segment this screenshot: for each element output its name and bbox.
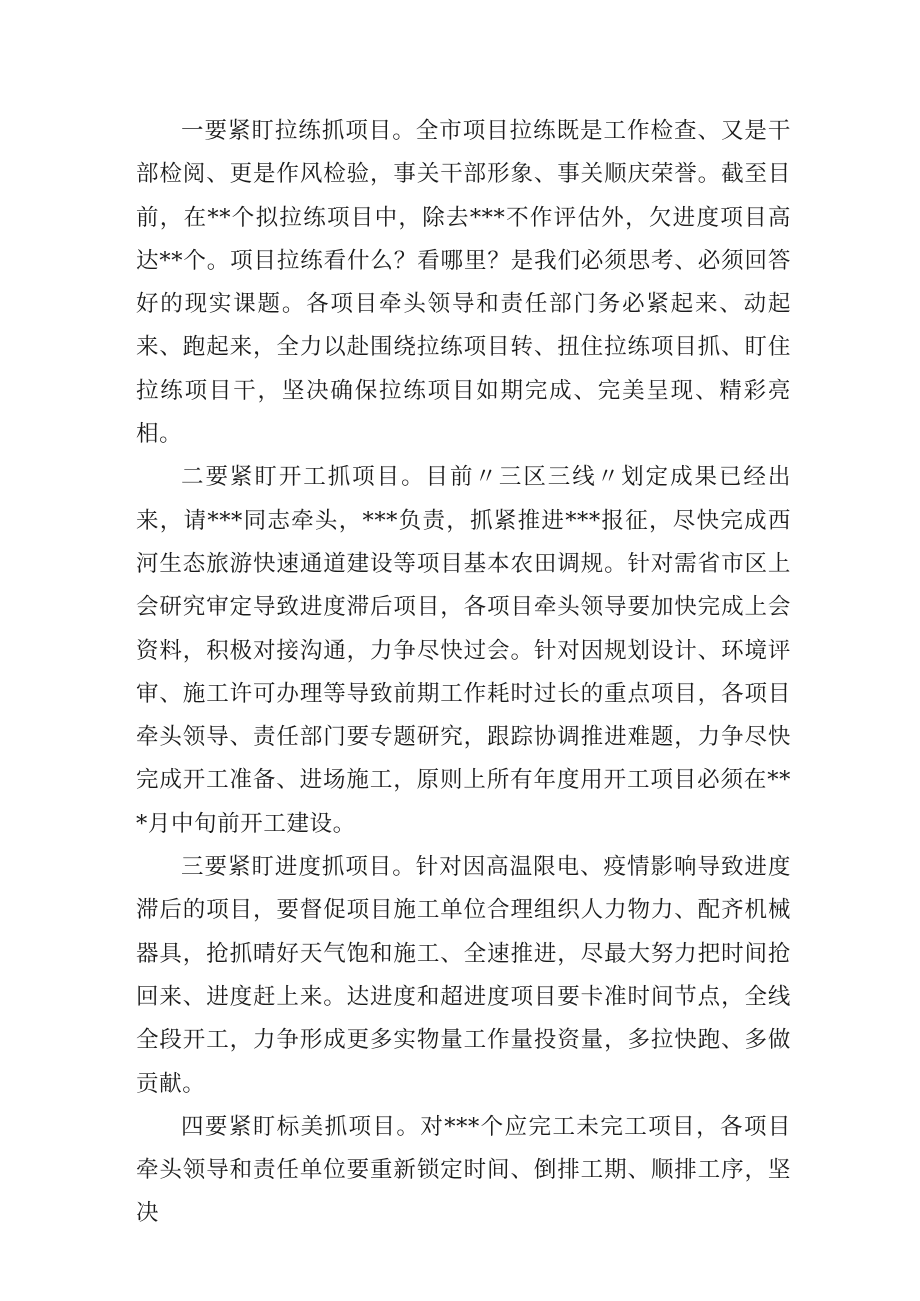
paragraph-project-standard: 四要紧盯标美抓项目。对***个应完工未完工项目，各项目牵头领导和责任单位要重新锁定时间、倒排工期、顺排工序，坚决 bbox=[136, 1113, 791, 1227]
paragraph-project-progress: 三要紧盯进度抓项目。针对因高温限电、疫情影响导致进度滞后的项目，要督促项目施工单位合理组织人力物力、配齐机械器具，抢抓晴好天气饱和施工、全速推进，尽最大努力把时间抢回来、进度赶上来。达进度和超进度项目要卡准时间节点，全线全段开工，力争形成更多实物量工作量投资量，多拉快跑、多做贡献。 bbox=[136, 854, 791, 1097]
paragraph-project-drill: 一要紧盯拉练抓项目。全市项目拉练既是工作检查、又是干部检阅、更是作风检验，事关干部形象、事关顺庆荣誉。截至目前，在**个拟拉练项目中，除去***不作评估外，欠进度项目高达**个。项目拉练看什么？看哪里？是我们必须思考、必须回答好的现实课题。各项目牵头领导和责任部门务必紧起来、动起来、跑起来，全力以赴围绕拉练项目转、扭住拉练项目抓、盯住拉练项目干，坚决确保拉练项目如期完成、完美呈现、精彩亮相。 bbox=[136, 118, 791, 448]
document-body bbox=[136, 110, 791, 1236]
paragraph-project-start: 二要紧盯开工抓项目。目前〃三区三线〃划定成果已经出来，请***同志牵头，***负责，抓紧推进***报征，尽快完成西河生态旅游快速通道建设等项目基本农田调规。针对需省市区上会研究审定导致进度滞后项目，各项目牵头领导要加快完成上会资料，积极对接沟通，力争尽快过会。针对因规划设计、环境评审、施工许可办理等导致前期工作耗时过长的重点项目，各项目牵头领导、责任部门要专题研究，跟踪协调推进难题，力争尽快完成开工准备、进场施工，原则上所有年度用开工项目必须在***月中旬前开工建设。 bbox=[136, 464, 791, 837]
